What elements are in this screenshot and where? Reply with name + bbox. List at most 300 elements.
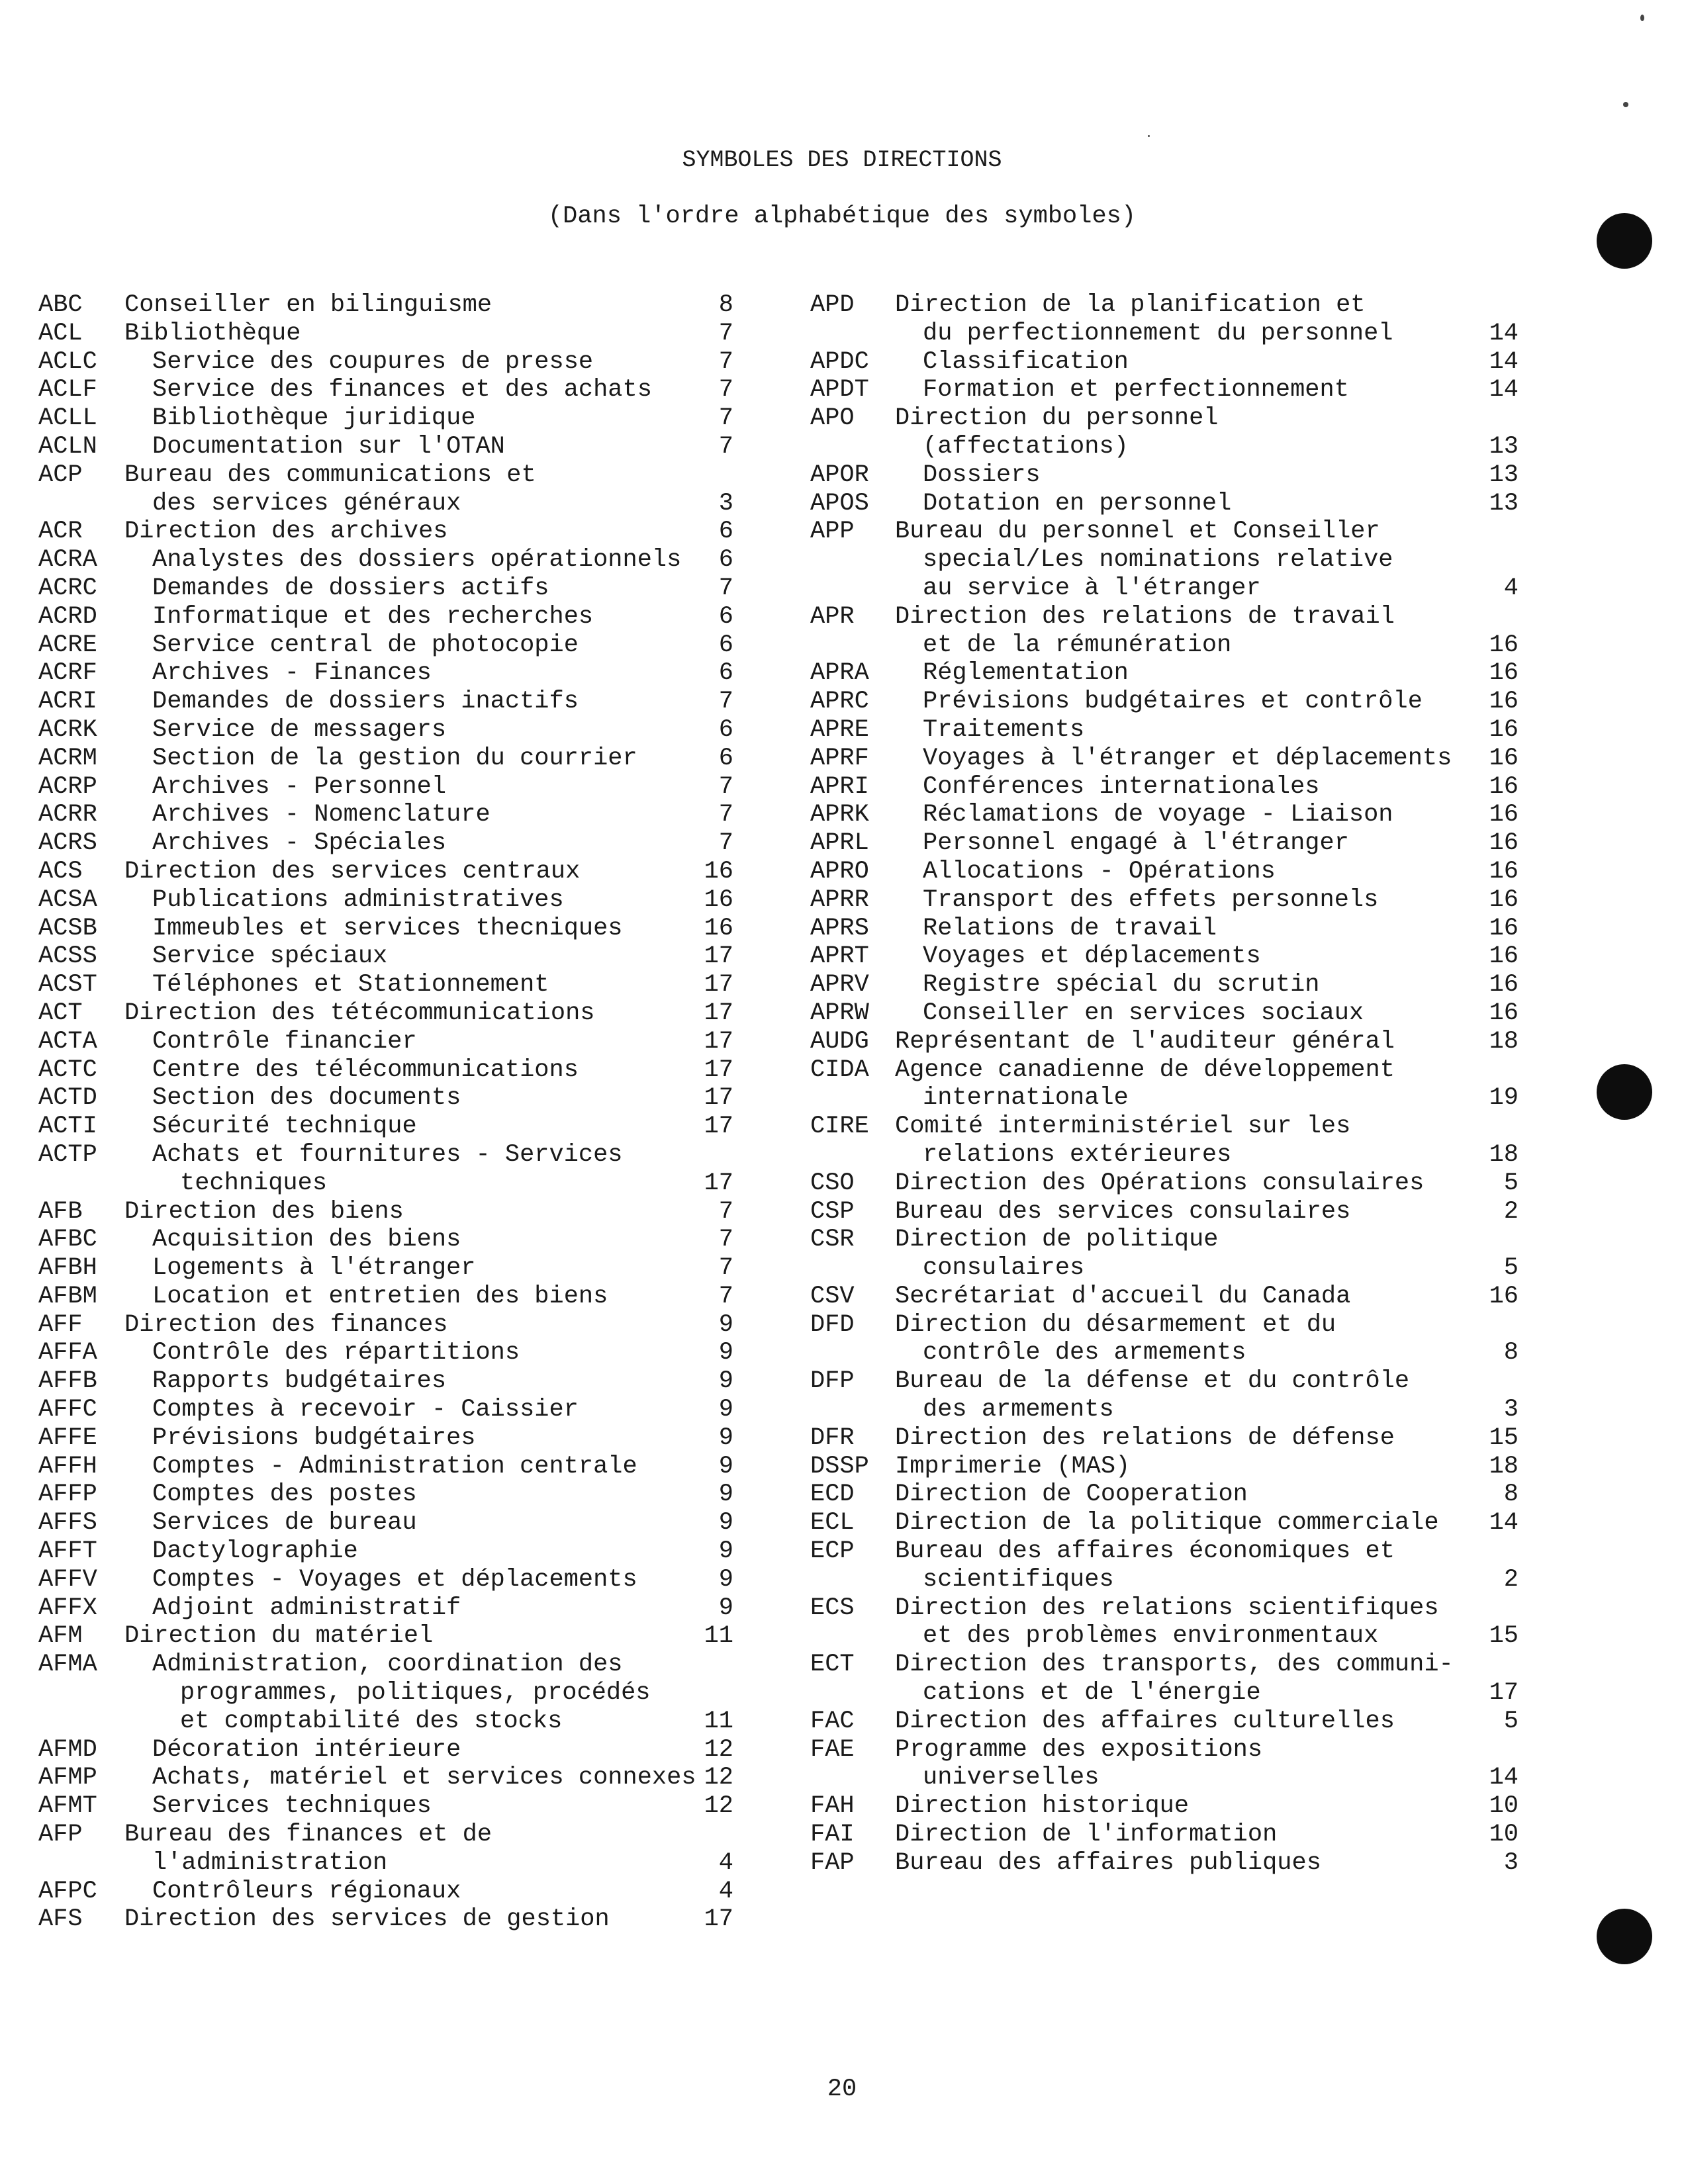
directorate-name: l'administration bbox=[152, 1848, 388, 1877]
symbol-code: AFP bbox=[38, 1821, 83, 1849]
symbol-code: ECS bbox=[810, 1594, 855, 1622]
left-entry-row bbox=[38, 631, 733, 660]
right-entry-row bbox=[810, 999, 1519, 1028]
directorate-name: relations extérieures bbox=[923, 1140, 1232, 1169]
symbol-code: APRL bbox=[810, 829, 869, 858]
directorate-name: internationale bbox=[923, 1084, 1129, 1113]
symbol-code: ACT bbox=[38, 999, 83, 1027]
right-entry-row bbox=[810, 1226, 1519, 1254]
right-entry-row bbox=[810, 801, 1519, 829]
page-reference: 16 bbox=[1489, 942, 1519, 971]
page-reference: 16 bbox=[1489, 971, 1519, 999]
page-reference: 4 bbox=[718, 1848, 733, 1877]
page-reference: 14 bbox=[1489, 347, 1519, 376]
right-entry-row bbox=[810, 1254, 1519, 1283]
page-reference: 2 bbox=[1503, 1197, 1519, 1226]
symbol-code: ACTP bbox=[38, 1140, 97, 1169]
left-entry-row bbox=[38, 1594, 733, 1623]
left-entry-row bbox=[38, 433, 733, 461]
symbol-code: AFFC bbox=[38, 1396, 97, 1424]
symbol-code: AFF bbox=[38, 1310, 83, 1339]
symbol-code: ACSA bbox=[38, 886, 97, 914]
symbol-code: ACRS bbox=[38, 829, 97, 858]
symbol-code: DFP bbox=[810, 1367, 855, 1396]
page-reference: 16 bbox=[1489, 744, 1519, 772]
directorate-name: Bureau des finances et de bbox=[124, 1821, 492, 1849]
symbol-code: AFFE bbox=[38, 1424, 97, 1452]
right-entry-row bbox=[810, 1198, 1519, 1226]
symbol-code: ACTD bbox=[38, 1084, 97, 1113]
right-entry-row bbox=[810, 490, 1519, 518]
directorate-name: Représentant de l'auditeur général bbox=[895, 1027, 1395, 1056]
left-entry-row bbox=[38, 1792, 733, 1821]
directorate-name: Comité interministériel sur les bbox=[895, 1113, 1351, 1141]
page-reference: 7 bbox=[718, 1254, 733, 1283]
directorate-name: Voyages à l'étranger et déplacements bbox=[923, 744, 1452, 772]
page-reference: 16 bbox=[1489, 886, 1519, 914]
page-reference: 17 bbox=[704, 999, 733, 1027]
directorate-name: Allocations - Opérations bbox=[923, 857, 1276, 886]
directorate-name: Direction des archives bbox=[124, 518, 448, 546]
symbol-code: ACLL bbox=[38, 404, 97, 433]
symbol-code: APP bbox=[810, 518, 855, 546]
page-reference: 18 bbox=[1489, 1027, 1519, 1056]
symbol-code: AFBH bbox=[38, 1254, 97, 1283]
symbol-code: APRW bbox=[810, 999, 869, 1027]
page-reference: 16 bbox=[1489, 688, 1519, 716]
page-reference: 6 bbox=[718, 631, 733, 659]
left-entry-row bbox=[38, 688, 733, 716]
symbol-code: APRR bbox=[810, 886, 869, 914]
page-reference: 16 bbox=[1489, 772, 1519, 801]
right-entry-row bbox=[810, 1537, 1519, 1566]
page-reference: 8 bbox=[718, 291, 733, 319]
directorate-name: Section de la gestion du courrier bbox=[152, 744, 637, 772]
left-entry-row bbox=[38, 1821, 733, 1849]
right-entry-row bbox=[810, 1566, 1519, 1594]
right-entry-row bbox=[810, 1283, 1519, 1311]
page-reference: 14 bbox=[1489, 376, 1519, 404]
directorate-name: Logements à l'étranger bbox=[152, 1254, 476, 1283]
directorate-name: Contrôleurs régionaux bbox=[152, 1877, 461, 1905]
right-entry-row bbox=[810, 1367, 1519, 1396]
right-entry-row bbox=[810, 1453, 1519, 1481]
directorate-name: Services techniques bbox=[152, 1792, 432, 1821]
directorate-name: Direction des services de gestion bbox=[124, 1905, 610, 1934]
page-reference: 16 bbox=[1489, 715, 1519, 744]
page-reference: 7 bbox=[718, 829, 733, 858]
left-entry-row bbox=[38, 1141, 733, 1169]
directorate-name: Comptes - Voyages et déplacements bbox=[152, 1565, 637, 1594]
page-reference: 17 bbox=[704, 1905, 733, 1934]
directorate-name: Traitements bbox=[923, 715, 1085, 744]
symbol-code: APRE bbox=[810, 715, 869, 744]
symbol-code: CSP bbox=[810, 1197, 855, 1226]
page-reference: 12 bbox=[704, 1764, 733, 1792]
page-reference: 7 bbox=[718, 772, 733, 801]
right-entry-row bbox=[810, 518, 1519, 546]
directorate-name: Publications administratives bbox=[152, 886, 564, 914]
page-reference: 16 bbox=[1489, 914, 1519, 942]
page-reference: 7 bbox=[718, 432, 733, 461]
page-reference: 16 bbox=[704, 857, 733, 886]
directorate-name: Prévisions budgétaires bbox=[152, 1424, 476, 1452]
symbol-code: AFS bbox=[38, 1905, 83, 1934]
left-entry-row bbox=[38, 1905, 733, 1934]
symbol-code: AFFA bbox=[38, 1339, 97, 1367]
page-reference: 14 bbox=[1489, 1509, 1519, 1537]
right-entry-row bbox=[810, 1792, 1519, 1821]
symbol-code: ACRK bbox=[38, 715, 97, 744]
left-entry-row bbox=[38, 1764, 733, 1792]
left-entry-row bbox=[38, 376, 733, 404]
page-reference: 6 bbox=[718, 659, 733, 688]
left-entry-row bbox=[38, 1226, 733, 1254]
symbol-code: APRK bbox=[810, 801, 869, 829]
left-entry-row bbox=[38, 291, 733, 320]
symbol-code: APDC bbox=[810, 347, 869, 376]
directorate-name: Bureau des affaires publiques bbox=[895, 1848, 1321, 1877]
directorate-name: Service spéciaux bbox=[152, 942, 388, 971]
left-entry-row bbox=[38, 1651, 733, 1679]
scan-speck bbox=[1148, 135, 1150, 137]
left-entry-row bbox=[38, 829, 733, 858]
page-reference: 7 bbox=[718, 688, 733, 716]
symbol-code: AFPC bbox=[38, 1877, 97, 1905]
right-entry-row bbox=[810, 971, 1519, 999]
left-entry-row bbox=[38, 603, 733, 631]
directorate-name: Dossiers bbox=[923, 461, 1041, 489]
directorate-name: Comptes - Administration centrale bbox=[152, 1452, 637, 1480]
page-reference: 5 bbox=[1503, 1169, 1519, 1197]
directorate-name: special/Les nominations relative bbox=[923, 546, 1393, 574]
symbol-code: AFM bbox=[38, 1622, 83, 1651]
directorate-name: cations et de l'énergie bbox=[923, 1679, 1261, 1707]
page-reference: 6 bbox=[718, 602, 733, 631]
directorate-name: Comptes à recevoir - Caissier bbox=[152, 1396, 579, 1424]
directorate-name: Analystes des dossiers opérationnels bbox=[152, 546, 682, 574]
symbol-code: APRT bbox=[810, 942, 869, 971]
left-entry-row bbox=[38, 1028, 733, 1056]
left-entry-row bbox=[38, 348, 733, 377]
directorate-name: et comptabilité des stocks bbox=[180, 1707, 563, 1735]
symbol-code: AFMA bbox=[38, 1651, 97, 1679]
symbol-code: APD bbox=[810, 291, 855, 319]
left-entry-row bbox=[38, 1311, 733, 1340]
page-reference: 16 bbox=[1489, 801, 1519, 829]
directorate-name: Direction des Opérations consulaires bbox=[895, 1169, 1425, 1197]
directorate-name: Conférences internationales bbox=[923, 772, 1320, 801]
left-entry-row bbox=[38, 1679, 733, 1707]
page-reference: 7 bbox=[718, 1282, 733, 1310]
directorate-name: Demandes de dossiers inactifs bbox=[152, 688, 579, 716]
symbol-code: ACRA bbox=[38, 546, 97, 574]
page-reference: 3 bbox=[1503, 1396, 1519, 1424]
page-reference: 7 bbox=[718, 1197, 733, 1226]
directorate-name: Direction de Cooperation bbox=[895, 1480, 1248, 1509]
symbol-code: ACRC bbox=[38, 574, 97, 602]
left-entry-row bbox=[38, 971, 733, 999]
left-entry-row bbox=[38, 1622, 733, 1651]
page-subtitle: (Dans l'ordre alphabétique des symboles) bbox=[547, 203, 1137, 230]
right-entry-row bbox=[810, 546, 1519, 574]
left-entry-row bbox=[38, 1198, 733, 1226]
page-reference: 16 bbox=[704, 886, 733, 914]
right-entry-row bbox=[810, 1480, 1519, 1509]
right-entry-row bbox=[810, 1821, 1519, 1849]
symbol-code: CSR bbox=[810, 1226, 855, 1254]
right-entry-row bbox=[810, 886, 1519, 915]
page-number: 20 bbox=[827, 2075, 857, 2103]
directorate-name: Immeubles et services thecniques bbox=[152, 914, 623, 942]
symbol-code: CIRE bbox=[810, 1113, 869, 1141]
right-entry-row bbox=[810, 1396, 1519, 1424]
left-entry-row bbox=[38, 1566, 733, 1594]
directorate-name: Bureau des affaires économiques et bbox=[895, 1537, 1395, 1566]
directorate-name: Contrôle financier bbox=[152, 1027, 417, 1056]
page-reference: 15 bbox=[1489, 1424, 1519, 1452]
left-entry-row bbox=[38, 773, 733, 801]
symbol-code: ACRP bbox=[38, 772, 97, 801]
directorate-name: Centre des télécommunications bbox=[152, 1056, 579, 1084]
page-reference: 7 bbox=[718, 347, 733, 376]
directorate-name: Bibliothèque juridique bbox=[152, 404, 476, 433]
right-entry-row bbox=[810, 716, 1519, 745]
right-entry-row bbox=[810, 1056, 1519, 1085]
page-reference: 9 bbox=[718, 1367, 733, 1396]
page-reference: 17 bbox=[704, 1027, 733, 1056]
page-reference: 19 bbox=[1489, 1084, 1519, 1113]
directorate-name: universelles bbox=[923, 1764, 1099, 1792]
symbol-code: ACP bbox=[38, 461, 83, 489]
page-reference: 16 bbox=[1489, 1282, 1519, 1310]
right-entry-row bbox=[810, 915, 1519, 943]
page-reference: 9 bbox=[718, 1310, 733, 1339]
directorate-name: Voyages et déplacements bbox=[923, 942, 1261, 971]
symbol-code: AFFV bbox=[38, 1565, 97, 1594]
page-reference: 10 bbox=[1489, 1821, 1519, 1849]
page-reference: 18 bbox=[1489, 1452, 1519, 1480]
right-entry-row bbox=[810, 291, 1519, 320]
left-entry-row bbox=[38, 1169, 733, 1198]
directorate-name: Bureau de la défense et du contrôle bbox=[895, 1367, 1410, 1396]
directorate-name: Décoration intérieure bbox=[152, 1735, 461, 1764]
right-entry-row bbox=[810, 942, 1519, 971]
directorate-name: Direction des tétécommunications bbox=[124, 999, 595, 1027]
symbol-code: FAE bbox=[810, 1735, 855, 1764]
symbol-code: ACTC bbox=[38, 1056, 97, 1084]
symbol-code: APRC bbox=[810, 688, 869, 716]
symbol-code: ACLC bbox=[38, 347, 97, 376]
directorate-name: Direction de la politique commerciale bbox=[895, 1509, 1439, 1537]
right-entry-row bbox=[810, 688, 1519, 716]
page-reference: 7 bbox=[718, 376, 733, 404]
right-entry-row bbox=[810, 603, 1519, 631]
left-entry-row bbox=[38, 320, 733, 348]
directorate-name: Classification bbox=[923, 347, 1129, 376]
page-reference: 17 bbox=[704, 942, 733, 971]
directorate-name: Direction des finances bbox=[124, 1310, 448, 1339]
right-entry-row bbox=[810, 829, 1519, 858]
left-entry-row bbox=[38, 801, 733, 829]
page-reference: 6 bbox=[718, 744, 733, 772]
symbol-code: ACRM bbox=[38, 744, 97, 772]
left-entry-row bbox=[38, 1509, 733, 1537]
left-entry-row bbox=[38, 1254, 733, 1283]
directorate-name: Direction des services centraux bbox=[124, 857, 581, 886]
directorate-name: Section des documents bbox=[152, 1084, 461, 1113]
left-entry-row bbox=[38, 858, 733, 886]
left-entry-row bbox=[38, 1537, 733, 1566]
page-reference: 8 bbox=[1503, 1480, 1519, 1509]
right-entry-row bbox=[810, 745, 1519, 773]
symbol-code: DFD bbox=[810, 1310, 855, 1339]
directorate-name: Direction des relations scientifiques bbox=[895, 1594, 1439, 1622]
page-reference: 9 bbox=[718, 1509, 733, 1537]
page-reference: 4 bbox=[1503, 574, 1519, 602]
directorate-name: Dotation en personnel bbox=[923, 489, 1232, 518]
directorate-name: Adjoint administratif bbox=[152, 1594, 461, 1622]
symbol-code: APOS bbox=[810, 489, 869, 518]
page-reference: 13 bbox=[1489, 432, 1519, 461]
left-entry-row bbox=[38, 999, 733, 1028]
page-reference: 6 bbox=[718, 546, 733, 574]
left-entry-row bbox=[38, 404, 733, 433]
page-reference: 17 bbox=[704, 1056, 733, 1084]
directorate-name: Administration, coordination des bbox=[152, 1651, 623, 1679]
directorate-name: Sécurité technique bbox=[152, 1113, 417, 1141]
directorate-name: Archives - Personnel bbox=[152, 772, 447, 801]
directorate-name: Achats et fournitures - Services bbox=[152, 1140, 623, 1169]
page-reference: 16 bbox=[1489, 631, 1519, 659]
directorate-name: Acquisition des biens bbox=[152, 1226, 461, 1254]
symbol-code: AFFS bbox=[38, 1509, 97, 1537]
right-entry-row bbox=[810, 659, 1519, 688]
page-reference: 7 bbox=[718, 319, 733, 347]
symbol-code: ACS bbox=[38, 857, 83, 886]
symbol-code: ACRD bbox=[38, 602, 97, 631]
symbol-code: FAH bbox=[810, 1792, 855, 1821]
directorate-name: contrôle des armements bbox=[923, 1339, 1246, 1367]
directorate-name: du perfectionnement du personnel bbox=[923, 319, 1393, 347]
directorate-name: Direction des relations de travail bbox=[895, 602, 1395, 631]
right-entry-row bbox=[810, 1141, 1519, 1169]
directorate-name: Direction des affaires culturelles bbox=[895, 1707, 1395, 1735]
symbol-code: ACRE bbox=[38, 631, 97, 659]
page-reference: 10 bbox=[1489, 1792, 1519, 1821]
left-entry-row bbox=[38, 1084, 733, 1113]
page-reference: 12 bbox=[704, 1735, 733, 1764]
directorate-name: et des problèmes environmentaux bbox=[923, 1622, 1379, 1651]
page-reference: 9 bbox=[718, 1339, 733, 1367]
page-reference: 7 bbox=[718, 801, 733, 829]
right-entry-row bbox=[810, 1509, 1519, 1537]
scan-speck bbox=[1623, 102, 1628, 107]
directorate-name: Achats, matériel et services connexes bbox=[152, 1764, 696, 1792]
right-entry-row bbox=[810, 1736, 1519, 1764]
left-entry-row bbox=[38, 1056, 733, 1085]
right-entry-row bbox=[810, 404, 1519, 433]
right-entry-row bbox=[810, 1679, 1519, 1707]
directorate-name: Conseiller en bilinguisme bbox=[124, 291, 492, 319]
page-reference: 7 bbox=[718, 404, 733, 433]
directorate-name: Dactylographie bbox=[152, 1537, 358, 1566]
page-reference: 8 bbox=[1503, 1339, 1519, 1367]
directorate-name: Téléphones et Stationnement bbox=[152, 971, 549, 999]
page-reference: 16 bbox=[1489, 999, 1519, 1027]
symbol-code: APRO bbox=[810, 857, 869, 886]
directorate-name: Direction du désarmement et du bbox=[895, 1310, 1336, 1339]
page-reference: 13 bbox=[1489, 461, 1519, 489]
directorate-name: scientifiques bbox=[923, 1565, 1114, 1594]
page-reference: 9 bbox=[718, 1480, 733, 1509]
page-reference: 17 bbox=[704, 1113, 733, 1141]
directorate-name: Informatique et des recherches bbox=[152, 602, 594, 631]
symbol-code: ACLF bbox=[38, 376, 97, 404]
right-entry-row bbox=[810, 1339, 1519, 1367]
page-reference: 18 bbox=[1489, 1140, 1519, 1169]
symbol-code: ACLN bbox=[38, 432, 97, 461]
directorate-name: Prévisions budgétaires et contrôle bbox=[923, 688, 1423, 716]
symbol-code: AFFP bbox=[38, 1480, 97, 1509]
symbol-code: ACSB bbox=[38, 914, 97, 942]
directorate-name: Réglementation bbox=[923, 659, 1129, 688]
left-entry-row bbox=[38, 1367, 733, 1396]
directorate-name: Archives - Nomenclature bbox=[152, 801, 491, 829]
page-reference: 6 bbox=[718, 518, 733, 546]
symbol-code: FAP bbox=[810, 1848, 855, 1877]
symbol-code: AFFX bbox=[38, 1594, 97, 1622]
right-entry-row bbox=[810, 1084, 1519, 1113]
directorate-name: et de la rémunération bbox=[923, 631, 1232, 659]
page-reference: 16 bbox=[1489, 829, 1519, 858]
directorate-name: Relations de travail bbox=[923, 914, 1217, 942]
symbol-code: AFBM bbox=[38, 1282, 97, 1310]
page-reference: 17 bbox=[704, 1169, 733, 1197]
page-reference: 13 bbox=[1489, 489, 1519, 518]
symbol-code: FAI bbox=[810, 1821, 855, 1849]
right-entry-row bbox=[810, 1424, 1519, 1453]
left-entry-row bbox=[38, 1878, 733, 1906]
directorate-name: Contrôle des répartitions bbox=[152, 1339, 520, 1367]
left-entry-row bbox=[38, 745, 733, 773]
directorate-name: Comptes des postes bbox=[152, 1480, 417, 1509]
directorate-name: Bureau du personnel et Conseiller bbox=[895, 518, 1380, 546]
page-reference: 11 bbox=[704, 1707, 733, 1735]
symbol-code: ACRF bbox=[38, 659, 97, 688]
right-column bbox=[810, 291, 1519, 1878]
page-reference: 3 bbox=[1503, 1848, 1519, 1877]
left-entry-row bbox=[38, 1339, 733, 1367]
left-column bbox=[38, 291, 733, 1934]
page-reference: 17 bbox=[704, 971, 733, 999]
directorate-name: Personnel engagé à l'étranger bbox=[923, 829, 1349, 858]
page-reference: 12 bbox=[704, 1792, 733, 1821]
left-entry-row bbox=[38, 1707, 733, 1736]
symbol-code: APRS bbox=[810, 914, 869, 942]
page-reference: 5 bbox=[1503, 1254, 1519, 1283]
punch-hole bbox=[1597, 1909, 1652, 1964]
symbol-code: ACRR bbox=[38, 801, 97, 829]
symbol-code: AFFH bbox=[38, 1452, 97, 1480]
right-entry-row bbox=[810, 1622, 1519, 1651]
symbol-code: AFFT bbox=[38, 1537, 97, 1566]
directorate-name: Bureau des communications et bbox=[124, 461, 536, 489]
directorate-name: Archives - Spéciales bbox=[152, 829, 447, 858]
right-entry-row bbox=[810, 461, 1519, 490]
symbol-code: ACR bbox=[38, 518, 83, 546]
directorate-name: des armements bbox=[923, 1396, 1114, 1424]
